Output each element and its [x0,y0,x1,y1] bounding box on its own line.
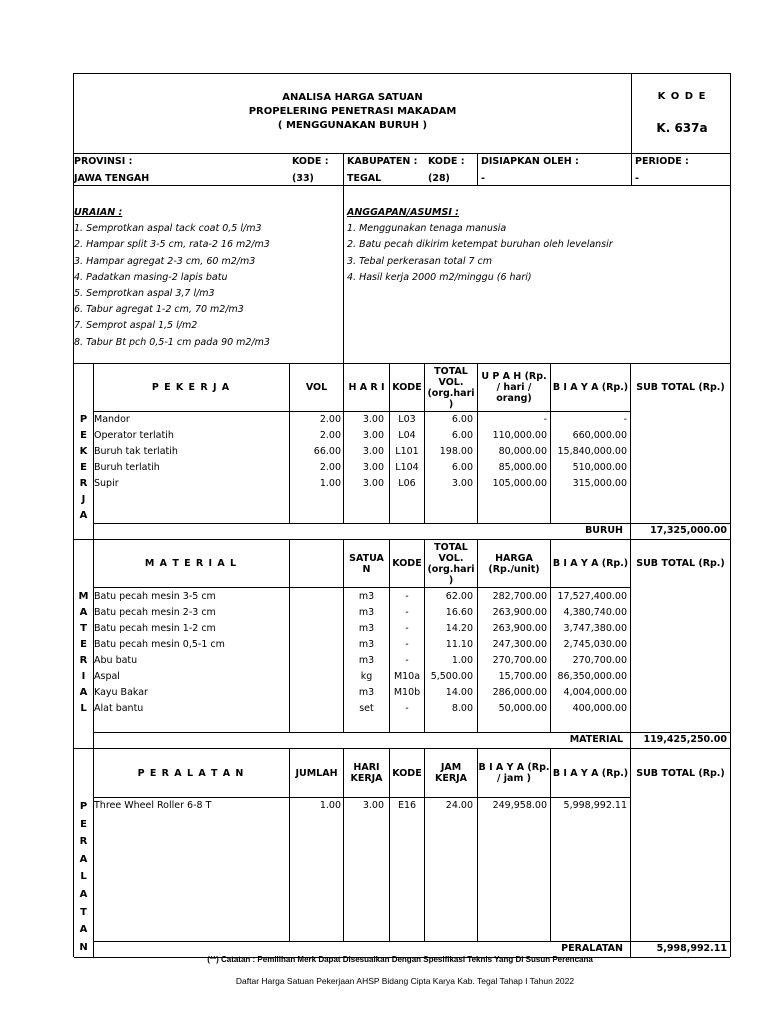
pekerja-header-hari: H A R I [348,382,385,393]
pekerja-header-name: P E K E R J A [151,382,231,393]
kode1-value: (33) [292,173,314,184]
uraian-item: 4. Padatkan masing-2 lapis batu [74,271,228,283]
peralatan-header-biaya-jam: B I A Y A (Rp. / jam ) [478,762,550,784]
catatan-note: (**) Catatan : Pemilihan Merk Dapat Disesuaikan Dengan Spesifikasi Teknis Yang Di Susun Perencana [207,955,593,964]
table-row: Batu pecah mesin 3-5 cm m3 - 62.00 282,700.00 17,527,400.00 [94,591,627,602]
title-line-1: ANALISA HARGA SATUAN [282,92,423,103]
pekerja-header-vol: VOL [305,382,328,393]
table-row: Batu pecah mesin 1-2 cm m3 - 14.20 263,900.00 3,747,380.00 [94,623,627,634]
table-row: Aspal kg M10a 5,500.00 15,700.00 86,350,000.00 [94,671,627,682]
pekerja-side-label: P E K E R J A [79,414,88,521]
peralatan-side-label: P E R A L A T A N [79,801,88,953]
pekerja-header-upah: U P A H (Rp. / hari / orang) [481,371,547,404]
pekerja-header-biaya: B I A Y A (Rp.) [552,382,629,393]
uraian-block [74,205,342,351]
material-header-satuan: SATUA N [349,552,384,575]
pekerja-header-kode: KODE [392,382,422,393]
buruh-total-label: BURUH [585,525,623,536]
periode-label: PERIODE : [635,156,689,167]
peralatan-header-subtotal: SUB TOTAL (Rp.) [636,767,725,779]
uraian-item: 7. Semprot aspal 1,5 l/m2 [74,320,198,332]
table-row: Batu pecah mesin 0,5-1 cm m3 - 11.10 247,300.00 2,745,030.00 [94,639,627,650]
footer-caption: Daftar Harga Satuan Pekerjaan AHSP Bidang Cipta Karya Kab. Tegal Tahap I Tahun 2022 [235,976,575,986]
peralatan-header-kode: KODE [392,767,422,779]
kode-label: K O D E [657,91,707,102]
uraian-title: URAIAN : [74,207,123,218]
uraian-item: 6. Tabur agregat 1-2 cm, 70 m2/m3 [74,304,244,316]
provinsi-label: PROVINSI : [74,156,133,167]
title-line-3: ( MENGGUNAKAN BURUH ) [277,120,428,131]
asumsi-item: 4. Hasil kerja 2000 m2/minggu (6 hari) [347,271,532,283]
table-row: Abu batu m3 - 1.00 270,700.00 270,700.00 [94,655,627,666]
asumsi-item: 2. Batu pecah dikirim ketempat buruhan oleh levelansir [347,239,613,251]
material-header-subtotal: SUB TOTAL (Rp.) [636,558,725,569]
table-row: Buruh terlatih 2.00 3.00 L104 6.00 85,000.00 510,000.00 [94,462,627,473]
asumsi-block [347,205,677,286]
peralatan-header-jumlah: JUMLAH [295,767,338,779]
material-side-label: M A T E R I A L [78,591,89,714]
kabupaten-label: KABUPATEN : [347,156,418,167]
asumsi-item: 1. Menggunakan tenaga manusia [347,223,507,235]
material-header-kode: KODE [392,558,422,569]
kabupaten-value: TEGAL [347,173,382,184]
disiapkan-label: DISIAPKAN OLEH : [481,156,579,167]
analysis-sheet [73,73,731,957]
table-row: Batu pecah mesin 2-3 cm m3 - 16.60 263,900.00 4,380,740.00 [94,607,627,618]
peralatan-header-jam: JAM KERJA [434,762,468,784]
provinsi-value: JAWA TENGAH [74,173,150,184]
material-header-harga: HARGA (Rp./unit) [488,552,540,575]
uraian-item: 2. Hampar split 3-5 cm, rata-2 16 m2/m3 [74,239,270,251]
periode-value: - [635,173,639,184]
peralatan-header-biaya: B I A Y A (Rp.) [552,767,629,779]
kode2-label: KODE : [428,156,465,167]
material-header-name: M A T E R I A L [144,558,238,569]
peralatan-header-hari: HARI KERJA [350,762,383,784]
uraian-item: 1. Semprotkan aspal tack coat 0,5 l/m3 [74,223,262,235]
asumsi-item: 3. Tebal perkerasan total 7 cm [347,255,493,267]
table-row: Three Wheel Roller 6-8 T 1.00 3.00 E16 24.00 249,958.00 5,998,992.11 [94,800,627,811]
uraian-item: 8. Tabur Bt pch 0,5-1 cm pada 90 m2/m3 [74,336,270,348]
uraian-item: 5. Semprotkan aspal 3,7 l/m3 [74,288,215,300]
table-row: Supir 1.00 3.00 L06 3.00 105,000.00 315,000.00 [94,478,627,489]
table-row: Mandor 2.00 3.00 L03 6.00 - - [94,414,627,425]
peralatan-header-name: P E R A L A T A N [137,767,245,779]
kode2-value: (28) [428,173,450,184]
disiapkan-value: - [481,173,485,184]
table-row: Operator terlatih 2.00 3.00 L04 6.00 110,000.00 660,000.00 [94,430,627,441]
material-total-value: 119,425,250.00 [643,734,727,745]
kode1-label: KODE : [292,156,329,167]
pekerja-header-total: TOTAL VOL. (org.hari ) [427,365,475,410]
material-header-total: TOTAL VOL. (org.hari ) [427,541,475,586]
pekerja-header-subtotal: SUB TOTAL (Rp.) [636,382,725,393]
table-row: Kayu Bakar m3 M10b 14.00 286,000.00 4,004,000.00 [94,687,627,698]
material-header-biaya: B I A Y A (Rp.) [552,558,629,569]
asumsi-title: ANGGAPAN/ASUMSI : [347,207,459,218]
kode-value: K. 637a [656,121,708,135]
buruh-total-value: 17,325,000.00 [650,525,727,536]
table-row: Buruh tak terlatih 66.00 3.00 L101 198.00 80,000.00 15,840,000.00 [94,446,627,457]
title-block [74,91,631,133]
uraian-item: 3. Hampar agregat 2-3 cm, 60 m2/m3 [74,255,256,267]
peralatan-total-value: 5,998,992.11 [656,943,727,954]
peralatan-total-label: PERALATAN [561,943,623,954]
title-line-2: PROPELERING PENETRASI MAKADAM [248,106,457,117]
table-row: Alat bantu set - 8.00 50,000.00 400,000.00 [94,703,627,714]
material-total-label: MATERIAL [569,734,623,745]
